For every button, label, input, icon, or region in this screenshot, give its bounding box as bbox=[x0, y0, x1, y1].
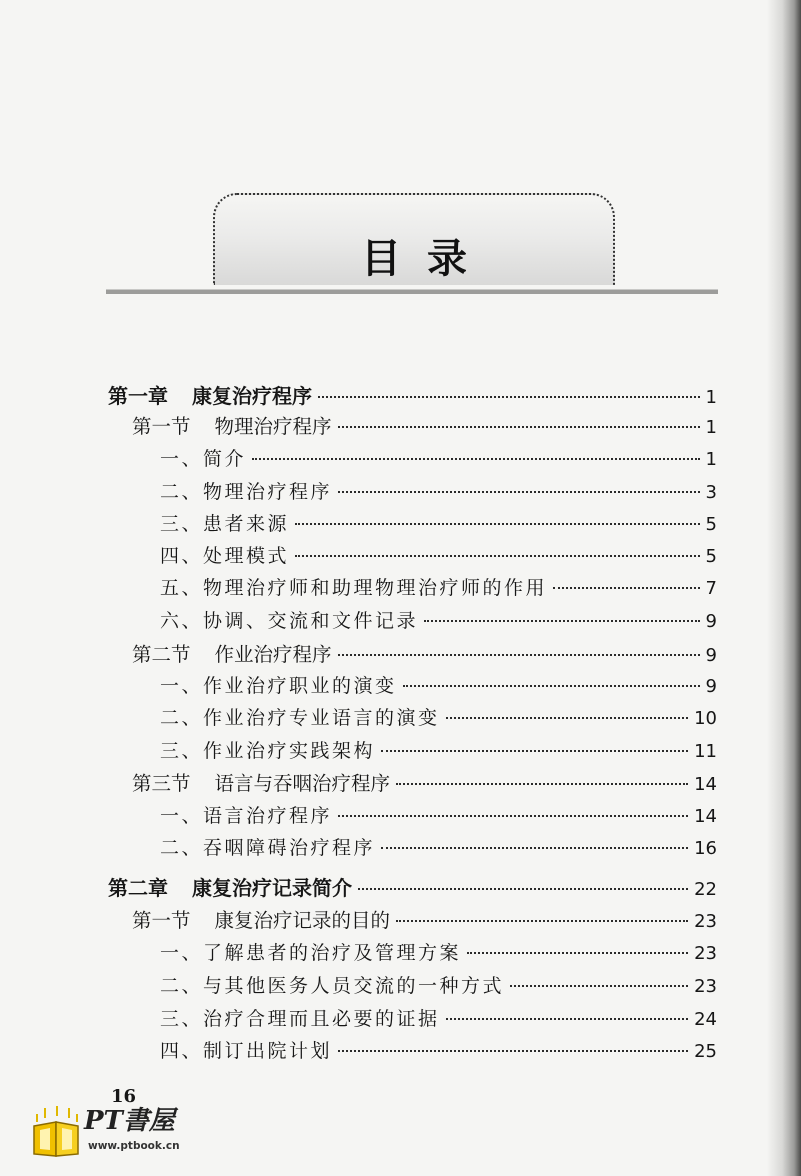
toc-entry-text: 物理治疗程序 bbox=[214, 415, 332, 438]
title-underline bbox=[106, 289, 718, 294]
dot-leader bbox=[358, 887, 688, 890]
toc-entry-page: 9 bbox=[705, 645, 717, 666]
toc-entry-page: 9 bbox=[705, 676, 717, 697]
dot-leader bbox=[510, 984, 688, 987]
toc-entry-text: 语言与吞咽治疗程序 bbox=[214, 772, 391, 795]
dot-leader bbox=[252, 457, 700, 460]
toc-item bbox=[160, 833, 717, 860]
toc-entry-text: 三、患者来源 bbox=[160, 513, 290, 535]
toc-item bbox=[160, 541, 717, 568]
toc-entry-page: 1 bbox=[705, 417, 717, 438]
toc-entry-text: 一、语言治疗程序 bbox=[160, 805, 333, 827]
toc-entry-title bbox=[108, 872, 352, 901]
toc-chapter bbox=[108, 872, 717, 901]
toc-entry-title bbox=[160, 573, 547, 600]
toc-entry-page: 10 bbox=[694, 708, 717, 729]
toc-item bbox=[160, 1004, 717, 1031]
toc-entry-title bbox=[160, 703, 440, 730]
toc-entry-page: 14 bbox=[694, 774, 717, 795]
dot-leader bbox=[381, 846, 688, 849]
toc-entry-title bbox=[132, 411, 332, 439]
toc-entry-text: 二、与其他医务人员交流的一种方式 bbox=[160, 975, 505, 997]
toc-entry-title bbox=[132, 905, 390, 933]
watermark-title: PT書屋 bbox=[84, 1106, 175, 1136]
toc-entry-number: 第二节 bbox=[132, 643, 191, 666]
toc-entry-title bbox=[108, 380, 312, 409]
watermark-url: www.ptbook.cn bbox=[88, 1140, 180, 1152]
dot-leader bbox=[338, 490, 700, 493]
dot-leader bbox=[446, 716, 689, 719]
toc-entry-page: 22 bbox=[694, 879, 717, 900]
toc-entry-text: 三、治疗合理而且必要的证据 bbox=[160, 1008, 440, 1030]
toc-entry-number: 第一节 bbox=[132, 415, 191, 438]
toc-entry-number: 第一节 bbox=[132, 909, 191, 932]
toc-entry-page: 23 bbox=[694, 976, 717, 997]
toc-item bbox=[160, 1036, 717, 1063]
toc-entry-text: 四、制订出院计划 bbox=[160, 1040, 333, 1062]
toc-section bbox=[132, 411, 717, 439]
toc-item bbox=[160, 573, 717, 600]
toc-entry-title bbox=[160, 444, 246, 471]
dot-leader bbox=[381, 749, 688, 752]
toc-section bbox=[132, 768, 717, 796]
dot-leader bbox=[338, 653, 700, 656]
toc-item bbox=[160, 801, 717, 828]
dot-leader bbox=[467, 951, 688, 954]
dot-leader bbox=[424, 619, 700, 622]
toc-item bbox=[160, 938, 717, 965]
toc-entry-page: 23 bbox=[694, 943, 717, 964]
dot-leader bbox=[338, 1049, 688, 1052]
dot-leader bbox=[338, 425, 700, 428]
toc-entry-text: 作业治疗程序 bbox=[214, 643, 332, 666]
toc-entry-page: 24 bbox=[694, 1009, 717, 1030]
toc-entry-title bbox=[160, 1036, 332, 1063]
toc-item bbox=[160, 444, 717, 471]
toc-entry-title bbox=[160, 801, 332, 828]
dot-leader bbox=[446, 1017, 689, 1020]
toc-entry-title bbox=[160, 736, 375, 763]
toc-entry-page: 25 bbox=[694, 1041, 717, 1062]
page-title: 目录 bbox=[361, 236, 493, 282]
toc-entry-page: 11 bbox=[694, 741, 717, 762]
dot-leader bbox=[295, 554, 700, 557]
toc-entry-title bbox=[160, 833, 375, 860]
book-spine-shadow bbox=[767, 0, 801, 1176]
toc-entry-title bbox=[160, 938, 461, 965]
toc-entry-title bbox=[160, 606, 418, 633]
toc-item bbox=[160, 703, 717, 730]
title-frame bbox=[213, 193, 615, 285]
dot-leader bbox=[295, 522, 700, 525]
toc-entry-page: 5 bbox=[705, 546, 717, 567]
toc-entry-title bbox=[160, 541, 289, 568]
dot-leader bbox=[553, 586, 700, 589]
toc-entry-text: 一、了解患者的治疗及管理方案 bbox=[160, 942, 462, 964]
toc-entry-text: 康复治疗程序 bbox=[192, 384, 312, 408]
toc-item bbox=[160, 477, 717, 504]
toc-entry-title bbox=[160, 1004, 440, 1031]
toc-entry-title bbox=[160, 509, 289, 536]
toc-entry-page: 1 bbox=[705, 449, 717, 470]
dot-leader bbox=[396, 782, 688, 785]
toc-entry-text: 康复治疗记录的目的 bbox=[214, 909, 391, 932]
toc-entry-text: 三、作业治疗实践架构 bbox=[160, 740, 376, 762]
toc-item bbox=[160, 671, 717, 698]
toc-entry-number: 第二章 bbox=[108, 876, 168, 900]
toc-entry-number: 第一章 bbox=[108, 384, 168, 408]
toc-entry-page: 14 bbox=[694, 806, 717, 827]
toc-item bbox=[160, 606, 717, 633]
toc-entry-page: 5 bbox=[705, 514, 717, 535]
toc-entry-text: 二、物理治疗程序 bbox=[160, 481, 333, 503]
toc-entry-title bbox=[160, 477, 332, 504]
toc-item bbox=[160, 509, 717, 536]
toc-entry-text: 四、处理模式 bbox=[160, 545, 290, 567]
toc-entry-text: 康复治疗记录简介 bbox=[192, 876, 352, 900]
toc-section bbox=[132, 905, 717, 933]
toc-entry-title bbox=[160, 671, 397, 698]
toc-entry-page: 1 bbox=[705, 387, 717, 408]
toc-item bbox=[160, 736, 717, 763]
toc-entry-title bbox=[160, 971, 504, 998]
toc-entry-text: 五、物理治疗师和助理物理治疗师的作用 bbox=[160, 577, 548, 599]
toc-entry-text: 一、作业治疗职业的演变 bbox=[160, 675, 397, 697]
toc-entry-text: 六、协调、交流和文件记录 bbox=[160, 610, 419, 632]
toc-entry-text: 二、吞咽障碍治疗程序 bbox=[160, 837, 376, 859]
dot-leader bbox=[396, 919, 688, 922]
toc-entry-number: 第三节 bbox=[132, 772, 191, 795]
page-number: 16 bbox=[111, 1086, 137, 1107]
toc-entry-page: 23 bbox=[694, 911, 717, 932]
toc-item bbox=[160, 971, 717, 998]
toc-section bbox=[132, 639, 717, 667]
toc-entry-page: 7 bbox=[705, 578, 717, 599]
toc-entry-page: 9 bbox=[705, 611, 717, 632]
toc-chapter bbox=[108, 380, 717, 409]
dot-leader bbox=[338, 814, 688, 817]
toc-entry-text: 二、作业治疗专业语言的演变 bbox=[160, 707, 440, 729]
toc-entry-title bbox=[132, 768, 390, 796]
toc-entry-page: 3 bbox=[705, 482, 717, 503]
dot-leader bbox=[403, 684, 700, 687]
toc-entry-text: 一、简介 bbox=[160, 448, 247, 470]
toc-entry-title bbox=[132, 639, 332, 667]
dot-leader bbox=[318, 395, 700, 398]
toc-entry-page: 16 bbox=[694, 838, 717, 859]
